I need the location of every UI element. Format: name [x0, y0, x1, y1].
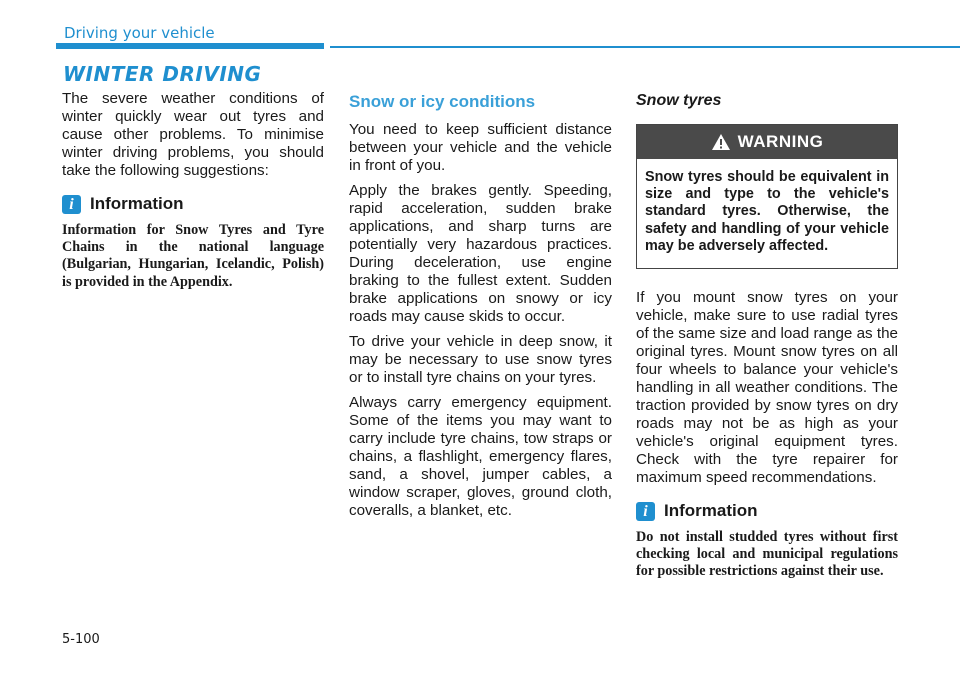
paragraph: Apply the brakes gently. Speeding, rapid acceleration, sudden brake applications, and sharp turns are potentially very hazardous practices. During deceleration, use engine braking to the fullest extent. Sudden brake applications on snowy or icy roads may cause skids to occur.	[349, 182, 612, 325]
paragraph: Always carry emergency equipment. Some of the items you may want to carry include tyre chains, tow straps or chains, a flashlight, emergency flares, sand, a shovel, jumper cables, a window scraper, gloves, ground cloth, coveralls, a blanket, etc.	[349, 394, 612, 519]
info-text: Do not install studded tyres without first checking local and municipal regulations for possible restrictions against their use.	[636, 529, 898, 580]
column-2	[349, 90, 612, 527]
header-rule-thin	[330, 46, 960, 48]
paragraph: You need to keep sufficient distance between your vehicle and the vehicle in front of you.	[349, 121, 612, 174]
warning-label: WARNING	[737, 132, 824, 151]
section-header: Driving your vehicle	[64, 24, 215, 42]
page-number: 5-100	[62, 632, 100, 647]
column-1	[62, 90, 324, 291]
info-title: Information	[90, 194, 184, 213]
snow-tyres-paragraph: If you mount snow tyres on your vehicle, make sure to use radial tyres of the same size and load range as the original tyres. Mount snow tyres on all four wheels to balance your vehicle's handling in all weather conditions. The traction provided by snow tyres on dry roads may not be as high as your vehicle's original equipment tyres. Check with the tyre repairer for maximum speed recommendations.	[636, 289, 898, 487]
snow-tyres-heading: Snow tyres	[636, 92, 722, 109]
info-heading	[62, 194, 324, 214]
info-icon: i	[636, 502, 655, 521]
warning-box	[636, 124, 898, 269]
warning-triangle-icon	[711, 133, 731, 151]
paragraph: To drive your vehicle in deep snow, it may be necessary to use snow tyres or to install tyre chains on your tyres.	[349, 333, 612, 386]
info-heading	[636, 501, 898, 521]
info-title: Information	[664, 501, 758, 521]
info-text: Information for Snow Tyres and Tyre Chains in the national language (Bulgarian, Hungarian, Icelandic, Polish) is provided in the Appendix.	[62, 222, 324, 290]
column-3	[636, 90, 898, 581]
intro-paragraph: The severe weather conditions of winter quickly wear out tyres and cause other problems. To minimise winter driving problems, you should take the following suggestions:	[62, 90, 324, 179]
page-title: WINTER DRIVING	[63, 62, 262, 86]
warning-text: Snow tyres should be equivalent in size and type to the vehicle's standard tyres. Otherwise, the safety and handling of your vehicle may be adversely affected.	[645, 169, 889, 254]
snow-icy-heading: Snow or icy conditions	[349, 92, 536, 111]
warning-band	[637, 125, 897, 159]
info-icon: i	[62, 195, 81, 214]
header-rule-thick	[56, 43, 324, 49]
